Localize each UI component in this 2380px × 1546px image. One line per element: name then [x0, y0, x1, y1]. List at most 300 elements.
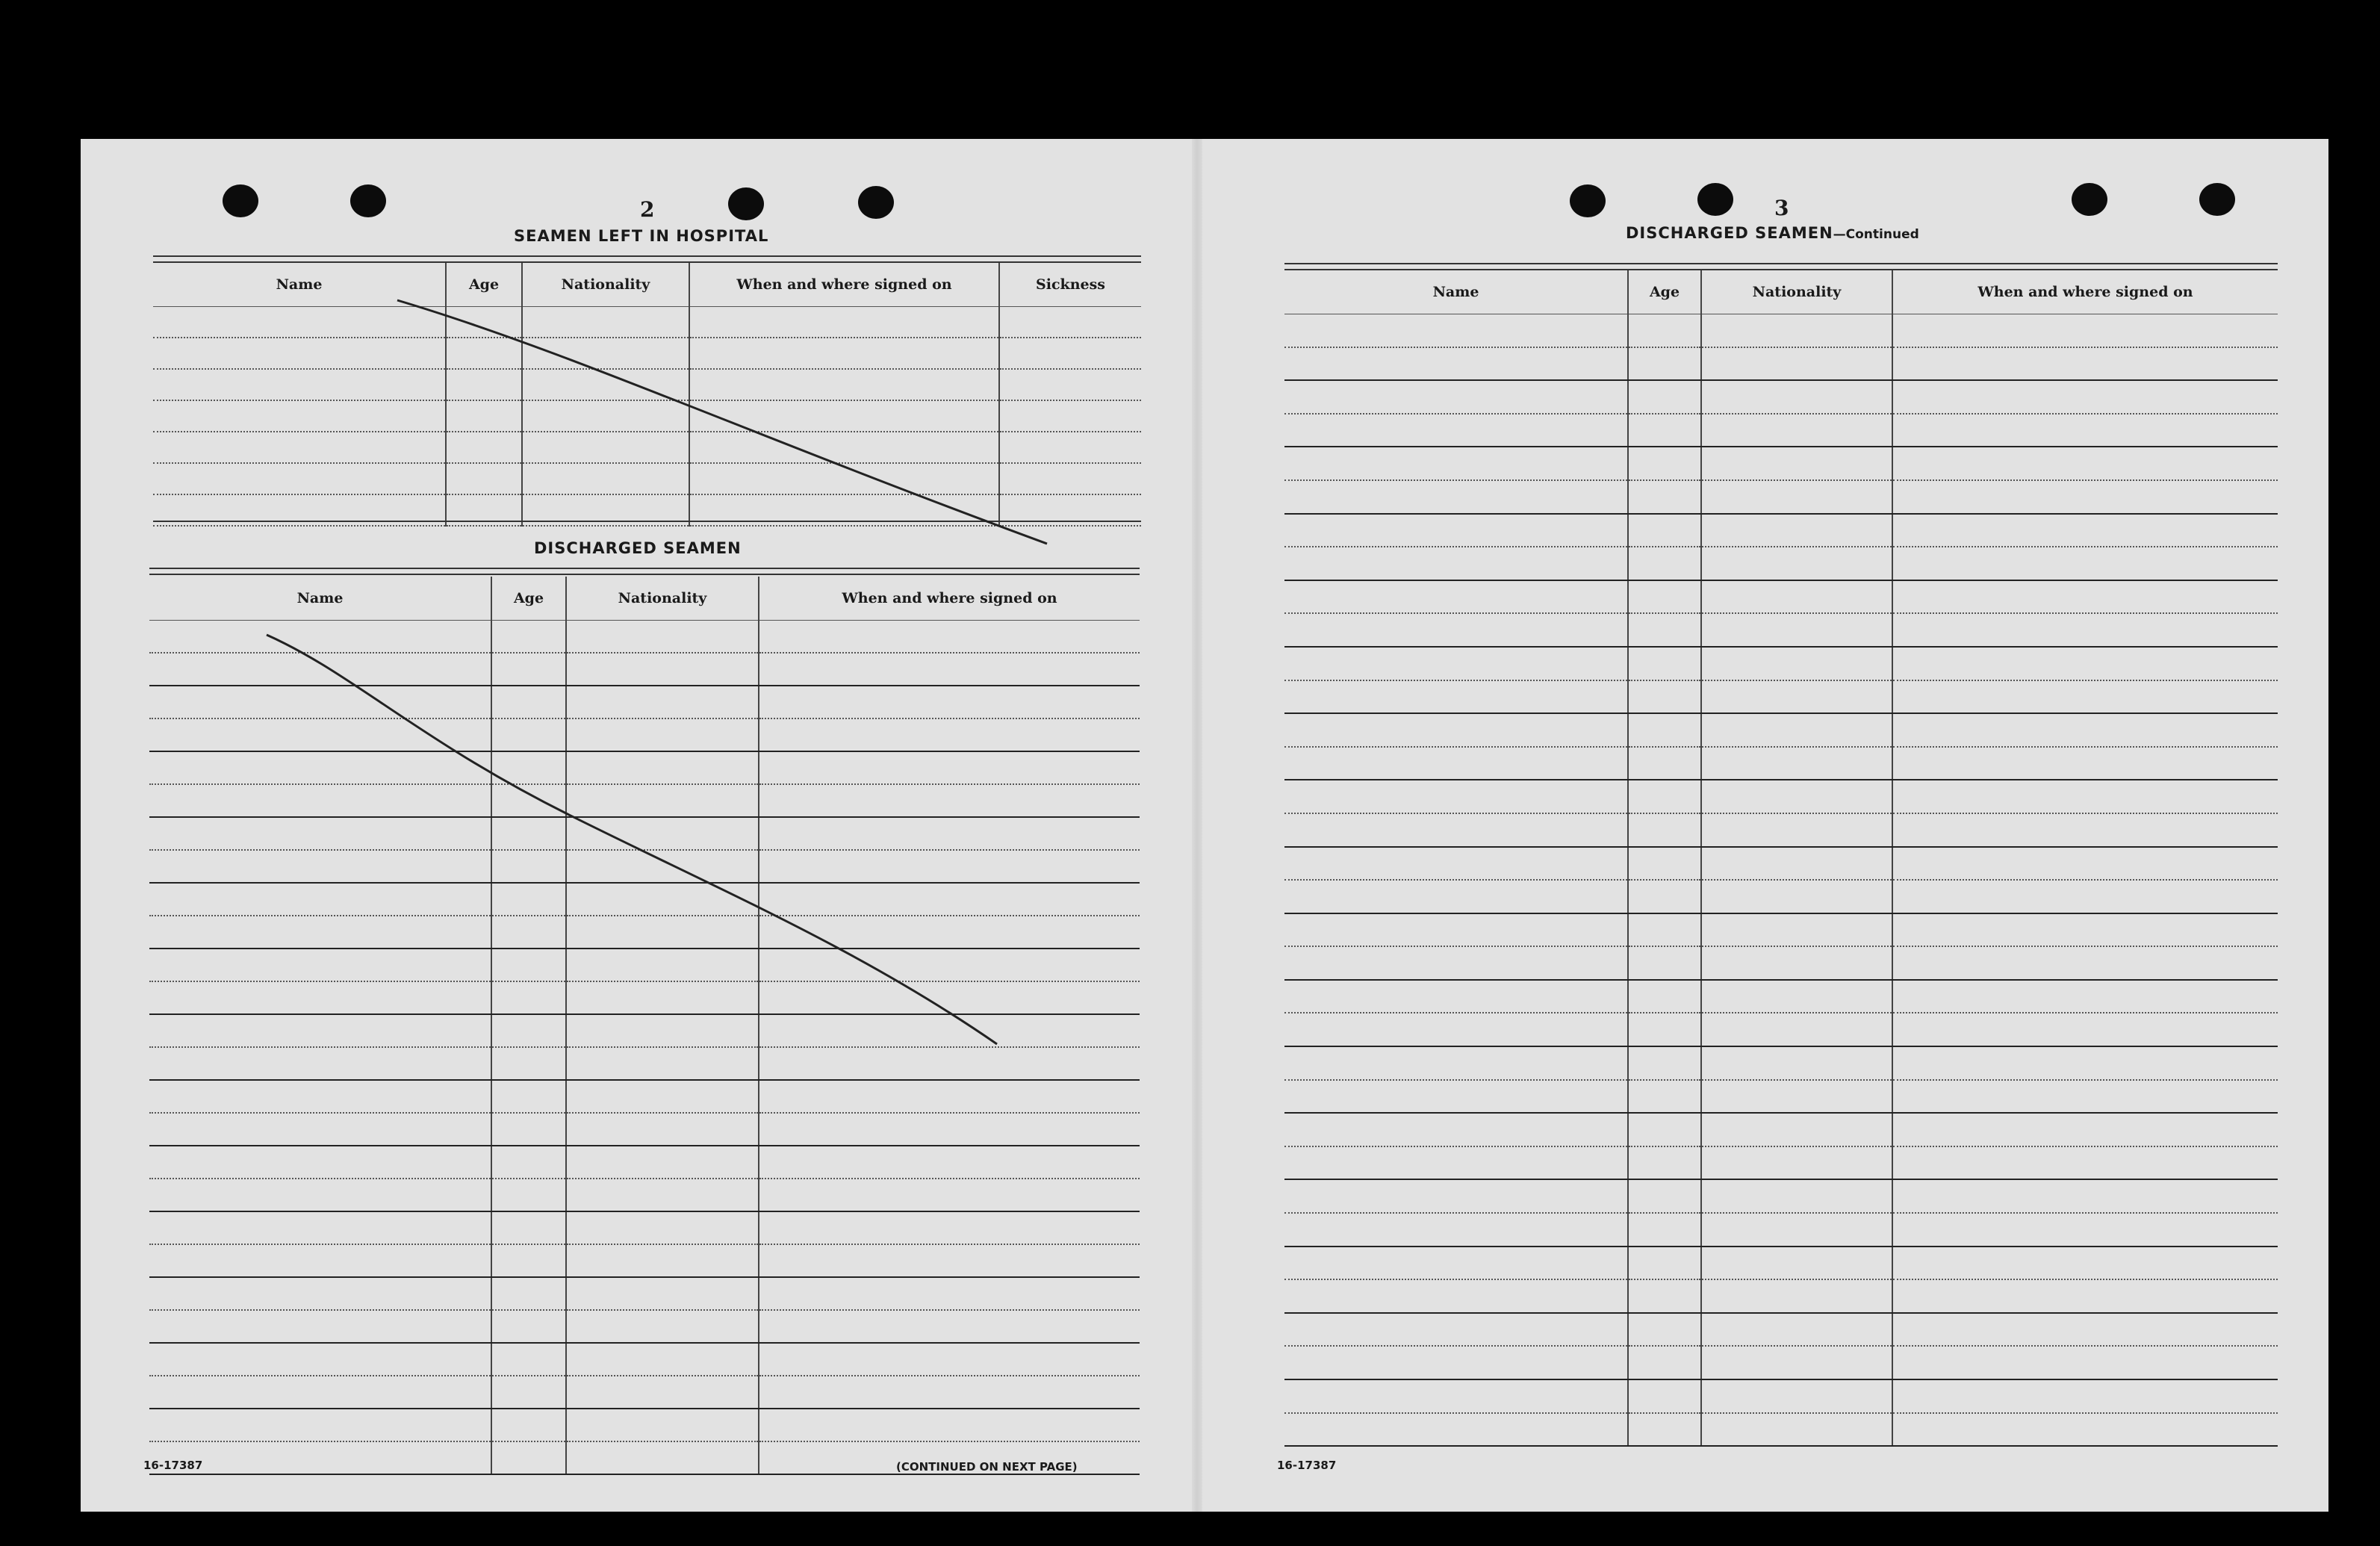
cell-age[interactable] [491, 653, 566, 686]
table-row [149, 981, 1140, 1014]
cell-nationality[interactable] [1701, 1313, 1892, 1347]
cell-nationality[interactable] [522, 432, 689, 463]
cell-age[interactable] [1628, 1213, 1701, 1247]
cell-nationality[interactable] [1701, 747, 1892, 780]
cell-age[interactable] [1628, 946, 1701, 980]
cell-name[interactable] [153, 307, 446, 338]
cell-when-and-where-signed-on[interactable] [1892, 880, 2278, 913]
cell-nationality[interactable] [566, 1409, 759, 1441]
cell-age[interactable] [446, 432, 522, 463]
cell-when-and-where-signed-on[interactable] [1892, 780, 2278, 813]
cell-name[interactable] [1284, 747, 1628, 780]
punch-hole [350, 184, 386, 217]
table-row [149, 1146, 1140, 1179]
cell-name[interactable] [1284, 647, 1628, 680]
cell-name[interactable] [1284, 847, 1628, 881]
cell-when-and-where-signed-on[interactable] [759, 1014, 1140, 1047]
cell-name[interactable] [149, 1179, 491, 1211]
cell-when-and-where-signed-on[interactable] [1892, 480, 2278, 514]
cell-name[interactable] [149, 621, 491, 654]
cell-name[interactable] [149, 751, 491, 784]
cell-age[interactable] [491, 1376, 566, 1409]
cell-age[interactable] [1628, 514, 1701, 547]
table-row [1284, 380, 2278, 414]
cell-nationality[interactable] [1701, 1213, 1892, 1247]
cell-nationality[interactable] [566, 1080, 759, 1113]
cell-sickness[interactable] [999, 338, 1141, 369]
cell-nationality[interactable] [1701, 1013, 1892, 1046]
cell-age[interactable] [1628, 813, 1701, 847]
table-row [1284, 1080, 2278, 1114]
cell-when-and-where-signed-on[interactable] [1892, 1279, 2278, 1313]
cell-name[interactable] [149, 850, 491, 883]
cell-nationality[interactable] [566, 949, 759, 981]
cell-age[interactable] [1628, 580, 1701, 614]
cell-when-and-where-signed-on[interactable] [1892, 447, 2278, 480]
cell-name[interactable] [1284, 1413, 1628, 1447]
cell-nationality[interactable] [566, 1277, 759, 1310]
cell-name[interactable] [1284, 913, 1628, 947]
cell-when-and-where-signed-on[interactable] [759, 784, 1140, 817]
cell-nationality[interactable] [1701, 447, 1892, 480]
cell-age[interactable] [491, 949, 566, 981]
cell-when-and-where-signed-on[interactable] [1892, 314, 2278, 347]
cell-sickness[interactable] [999, 307, 1141, 338]
cell-name[interactable] [1284, 680, 1628, 714]
cell-when-and-where-signed-on[interactable] [689, 463, 999, 494]
cell-nationality[interactable] [1701, 1279, 1892, 1313]
cell-nationality[interactable] [1701, 1379, 1892, 1413]
table-row [149, 621, 1140, 654]
cell-when-and-where-signed-on[interactable] [1892, 347, 2278, 381]
cell-age[interactable] [491, 1244, 566, 1277]
cell-when-and-where-signed-on[interactable] [1892, 1146, 2278, 1180]
table-row [149, 1113, 1140, 1146]
cell-nationality[interactable] [1701, 1146, 1892, 1180]
cell-name[interactable] [1284, 1346, 1628, 1379]
cell-name[interactable] [1284, 1279, 1628, 1313]
cell-name[interactable] [1284, 347, 1628, 381]
cell-nationality[interactable] [1701, 713, 1892, 747]
cell-age[interactable] [491, 751, 566, 784]
cell-age[interactable] [491, 718, 566, 751]
cell-when-and-where-signed-on[interactable] [759, 1244, 1140, 1277]
cell-nationality[interactable] [522, 307, 689, 338]
cell-when-and-where-signed-on[interactable] [1892, 1179, 2278, 1213]
cell-nationality[interactable] [566, 1244, 759, 1277]
cell-nationality[interactable] [1701, 480, 1892, 514]
cell-name[interactable] [1284, 1313, 1628, 1347]
cell-when-and-where-signed-on[interactable] [1892, 680, 2278, 714]
cell-age[interactable] [1628, 1247, 1701, 1280]
cell-age[interactable] [1628, 713, 1701, 747]
cell-age[interactable] [491, 850, 566, 883]
cell-name[interactable] [1284, 880, 1628, 913]
cell-when-and-where-signed-on[interactable] [1892, 580, 2278, 614]
table-row [149, 784, 1140, 817]
cell-nationality[interactable] [1701, 1413, 1892, 1447]
cell-when-and-where-signed-on[interactable] [1892, 1080, 2278, 1114]
cell-age[interactable] [491, 1014, 566, 1047]
cell-when-and-where-signed-on[interactable] [759, 949, 1140, 981]
cell-age[interactable] [1628, 1013, 1701, 1046]
cell-when-and-where-signed-on[interactable] [759, 1277, 1140, 1310]
cell-age[interactable] [446, 338, 522, 369]
cell-name[interactable] [149, 949, 491, 981]
cell-name[interactable] [149, 1080, 491, 1113]
cell-when-and-where-signed-on[interactable] [1892, 1379, 2278, 1413]
cell-nationality[interactable] [566, 850, 759, 883]
cell-nationality[interactable] [1701, 414, 1892, 447]
cell-when-and-where-signed-on[interactable] [759, 1409, 1140, 1441]
table-row [1284, 414, 2278, 447]
cell-when-and-where-signed-on[interactable] [1892, 1213, 2278, 1247]
column-header-age: Age [1628, 270, 1701, 314]
cell-name[interactable] [149, 1409, 491, 1441]
cell-name[interactable] [1284, 713, 1628, 747]
cell-name[interactable] [1284, 1179, 1628, 1213]
cell-nationality[interactable] [566, 1310, 759, 1343]
cell-age[interactable] [491, 1113, 566, 1146]
cell-age[interactable] [1628, 1080, 1701, 1114]
table-row [149, 1080, 1140, 1113]
punch-hole [858, 186, 894, 219]
cell-age[interactable] [491, 621, 566, 654]
cell-when-and-where-signed-on[interactable] [1892, 946, 2278, 980]
cell-nationality[interactable] [522, 338, 689, 369]
cell-age[interactable] [446, 400, 522, 432]
cell-name[interactable] [153, 338, 446, 369]
cell-name[interactable] [1284, 380, 1628, 414]
table-row [149, 850, 1140, 883]
cell-age[interactable] [1628, 980, 1701, 1013]
cell-name[interactable] [153, 463, 446, 494]
cell-age[interactable] [1628, 1413, 1701, 1447]
cell-when-and-where-signed-on[interactable] [759, 1113, 1140, 1146]
cell-nationality[interactable] [522, 463, 689, 494]
cell-when-and-where-signed-on[interactable] [1892, 380, 2278, 414]
cell-when-and-where-signed-on[interactable] [1892, 414, 2278, 447]
cell-when-and-where-signed-on[interactable] [759, 850, 1140, 883]
cell-when-and-where-signed-on[interactable] [759, 1080, 1140, 1113]
cell-nationality[interactable] [566, 883, 759, 916]
cell-name[interactable] [149, 653, 491, 686]
discharged-continued-suffix: —Continued [1833, 227, 1919, 242]
cell-when-and-where-signed-on[interactable] [1892, 1046, 2278, 1080]
cell-age[interactable] [491, 883, 566, 916]
cell-name[interactable] [1284, 314, 1628, 347]
hospital-section-title: SEAMEN LEFT IN HOSPITAL [514, 227, 769, 245]
cell-age[interactable] [491, 784, 566, 817]
cell-nationality[interactable] [1701, 347, 1892, 381]
cell-when-and-where-signed-on[interactable] [1892, 1313, 2278, 1347]
cell-nationality[interactable] [1701, 913, 1892, 947]
cell-when-and-where-signed-on[interactable] [759, 817, 1140, 850]
cell-age[interactable] [491, 686, 566, 718]
cell-sickness[interactable] [999, 400, 1141, 432]
cell-nationality[interactable] [1701, 680, 1892, 714]
cell-name[interactable] [1284, 1247, 1628, 1280]
cell-when-and-where-signed-on[interactable] [1892, 980, 2278, 1013]
table-row [149, 817, 1140, 850]
cell-nationality[interactable] [566, 1113, 759, 1146]
cell-age[interactable] [1628, 1379, 1701, 1413]
cell-age[interactable] [491, 916, 566, 949]
cell-when-and-where-signed-on[interactable] [759, 718, 1140, 751]
cell-nationality[interactable] [1701, 580, 1892, 614]
cell-when-and-where-signed-on[interactable] [1892, 713, 2278, 747]
cell-age[interactable] [491, 1409, 566, 1441]
cell-nationality[interactable] [1701, 980, 1892, 1013]
cell-nationality[interactable] [1701, 613, 1892, 647]
cell-name[interactable] [1284, 980, 1628, 1013]
cell-name[interactable] [1284, 1379, 1628, 1413]
cell-name[interactable] [149, 916, 491, 949]
cell-when-and-where-signed-on[interactable] [759, 1343, 1140, 1376]
cell-age[interactable] [491, 1277, 566, 1310]
cell-when-and-where-signed-on[interactable] [759, 1047, 1140, 1080]
cell-name[interactable] [1284, 1213, 1628, 1247]
cell-age[interactable] [491, 1343, 566, 1376]
cell-age[interactable] [1628, 1179, 1701, 1213]
cell-nationality[interactable] [1701, 1046, 1892, 1080]
cell-name[interactable] [1284, 813, 1628, 847]
cell-nationality[interactable] [1701, 813, 1892, 847]
table-row [1284, 1413, 2278, 1447]
cell-when-and-where-signed-on[interactable] [759, 1179, 1140, 1211]
cell-name[interactable] [153, 400, 446, 432]
cell-name[interactable] [149, 1277, 491, 1310]
cell-name[interactable] [1284, 414, 1628, 447]
cell-sickness[interactable] [999, 463, 1141, 494]
cell-name[interactable] [1284, 1013, 1628, 1046]
cell-age[interactable] [1628, 380, 1701, 414]
cell-nationality[interactable] [1701, 647, 1892, 680]
cell-age[interactable] [491, 981, 566, 1014]
cell-nationality[interactable] [566, 1343, 759, 1376]
cell-nationality[interactable] [1701, 1247, 1892, 1280]
cell-age[interactable] [1628, 880, 1701, 913]
cell-nationality[interactable] [1701, 547, 1892, 580]
cell-name[interactable] [1284, 547, 1628, 580]
cell-age[interactable] [1628, 1346, 1701, 1379]
cell-name[interactable] [149, 981, 491, 1014]
cell-age[interactable] [491, 1310, 566, 1343]
hospital-table-body [153, 307, 1141, 527]
cell-age[interactable] [1628, 480, 1701, 514]
cell-nationality[interactable] [566, 916, 759, 949]
cell-nationality[interactable] [1701, 380, 1892, 414]
cell-name[interactable] [1284, 480, 1628, 514]
cell-when-and-where-signed-on[interactable] [1892, 1413, 2278, 1447]
cell-when-and-where-signed-on[interactable] [759, 916, 1140, 949]
table-row [153, 432, 1141, 463]
hospital-table [153, 263, 1141, 527]
cell-name[interactable] [153, 369, 446, 400]
cell-age[interactable] [1628, 913, 1701, 947]
cell-when-and-where-signed-on[interactable] [1892, 847, 2278, 881]
cell-age[interactable] [1628, 314, 1701, 347]
cell-nationality[interactable] [1701, 1113, 1892, 1146]
table-row [1284, 647, 2278, 680]
cell-name[interactable] [1284, 447, 1628, 480]
cell-when-and-where-signed-on[interactable] [759, 883, 1140, 916]
cell-age[interactable] [1628, 1313, 1701, 1347]
cell-nationality[interactable] [1701, 847, 1892, 881]
cell-nationality[interactable] [566, 621, 759, 654]
cell-nationality[interactable] [566, 981, 759, 1014]
cell-age[interactable] [1628, 680, 1701, 714]
cell-name[interactable] [1284, 613, 1628, 647]
cell-nationality[interactable] [1701, 1179, 1892, 1213]
cell-when-and-where-signed-on[interactable] [1892, 613, 2278, 647]
cell-when-and-where-signed-on[interactable] [1892, 913, 2278, 947]
cell-nationality[interactable] [566, 1146, 759, 1179]
cell-nationality[interactable] [566, 1441, 759, 1474]
cell-age[interactable] [1628, 780, 1701, 813]
cell-age[interactable] [446, 307, 522, 338]
cell-when-and-where-signed-on[interactable] [1892, 547, 2278, 580]
cell-name[interactable] [149, 1113, 491, 1146]
cell-age[interactable] [1628, 1146, 1701, 1180]
cell-name[interactable] [149, 784, 491, 817]
table-row [1284, 480, 2278, 514]
cell-nationality[interactable] [566, 1211, 759, 1244]
cell-when-and-where-signed-on[interactable] [759, 751, 1140, 784]
cell-when-and-where-signed-on[interactable] [689, 400, 999, 432]
cell-age[interactable] [1628, 547, 1701, 580]
table-row [149, 1277, 1140, 1310]
cell-when-and-where-signed-on[interactable] [1892, 647, 2278, 680]
cell-when-and-where-signed-on[interactable] [1892, 813, 2278, 847]
cell-when-and-where-signed-on[interactable] [1892, 1247, 2278, 1280]
cell-when-and-where-signed-on[interactable] [1892, 1013, 2278, 1046]
cell-nationality[interactable] [1701, 946, 1892, 980]
cell-nationality[interactable] [1701, 780, 1892, 813]
cell-nationality[interactable] [566, 751, 759, 784]
cell-name[interactable] [149, 686, 491, 718]
cell-when-and-where-signed-on[interactable] [689, 369, 999, 400]
cell-nationality[interactable] [1701, 1346, 1892, 1379]
cell-name[interactable] [1284, 946, 1628, 980]
table-row [149, 1047, 1140, 1080]
cell-name[interactable] [149, 1146, 491, 1179]
cell-age[interactable] [491, 1080, 566, 1113]
cell-when-and-where-signed-on[interactable] [1892, 747, 2278, 780]
cell-when-and-where-signed-on[interactable] [1892, 514, 2278, 547]
cell-name[interactable] [1284, 1113, 1628, 1146]
cell-age[interactable] [491, 1179, 566, 1211]
cell-when-and-where-signed-on[interactable] [759, 981, 1140, 1014]
page-fold [1192, 139, 1202, 1512]
cell-nationality[interactable] [1701, 1080, 1892, 1114]
cell-name[interactable] [149, 1376, 491, 1409]
cell-name[interactable] [1284, 1080, 1628, 1114]
left-form-number: 16-17387 [143, 1459, 203, 1472]
discharged-right-body [1284, 314, 2278, 1447]
cell-when-and-where-signed-on[interactable] [759, 686, 1140, 718]
cell-name[interactable] [1284, 514, 1628, 547]
cell-age[interactable] [1628, 414, 1701, 447]
cell-age[interactable] [1628, 1046, 1701, 1080]
cell-nationality[interactable] [566, 718, 759, 751]
cell-age[interactable] [446, 463, 522, 494]
discharged-table-right [1284, 270, 2278, 1447]
table-row [149, 1014, 1140, 1047]
cell-age[interactable] [1628, 747, 1701, 780]
cell-name[interactable] [1284, 580, 1628, 614]
cell-name[interactable] [149, 817, 491, 850]
cell-name[interactable] [1284, 1046, 1628, 1080]
cell-name[interactable] [149, 1310, 491, 1343]
cell-age[interactable] [1628, 1113, 1701, 1146]
cell-when-and-where-signed-on[interactable] [759, 1146, 1140, 1179]
cell-nationality[interactable] [566, 686, 759, 718]
cell-name[interactable] [149, 1211, 491, 1244]
cell-age[interactable] [446, 369, 522, 400]
cell-nationality[interactable] [522, 369, 689, 400]
cell-nationality[interactable] [1701, 314, 1892, 347]
cell-age[interactable] [1628, 347, 1701, 381]
cell-when-and-where-signed-on[interactable] [1892, 1113, 2278, 1146]
cell-when-and-where-signed-on[interactable] [689, 338, 999, 369]
cell-sickness[interactable] [999, 432, 1141, 463]
cell-when-and-where-signed-on[interactable] [759, 1310, 1140, 1343]
cell-nationality[interactable] [1701, 514, 1892, 547]
table-row [1284, 913, 2278, 947]
cell-when-and-where-signed-on[interactable] [689, 432, 999, 463]
cell-age[interactable] [1628, 1279, 1701, 1313]
cell-age[interactable] [491, 817, 566, 850]
cell-when-and-where-signed-on[interactable] [759, 653, 1140, 686]
cell-name[interactable] [149, 1047, 491, 1080]
cell-when-and-where-signed-on[interactable] [1892, 1346, 2278, 1379]
cell-age[interactable] [491, 1146, 566, 1179]
cell-nationality[interactable] [566, 1047, 759, 1080]
cell-name[interactable] [149, 1014, 491, 1047]
cell-age[interactable] [491, 1211, 566, 1244]
cell-age[interactable] [1628, 613, 1701, 647]
cell-name[interactable] [149, 1343, 491, 1376]
cell-nationality[interactable] [566, 784, 759, 817]
cell-name[interactable] [1284, 1146, 1628, 1180]
cell-when-and-where-signed-on[interactable] [759, 621, 1140, 654]
table-row [1284, 547, 2278, 580]
cell-name[interactable] [149, 1244, 491, 1277]
cell-age[interactable] [491, 1047, 566, 1080]
cell-name[interactable] [149, 883, 491, 916]
cell-sickness[interactable] [999, 369, 1141, 400]
cell-nationality[interactable] [566, 1376, 759, 1409]
cell-nationality[interactable] [1701, 880, 1892, 913]
cell-nationality[interactable] [566, 1179, 759, 1211]
cell-nationality[interactable] [566, 817, 759, 850]
column-header-when-and-where-signed-on: When and where signed on [759, 577, 1140, 621]
cell-when-and-where-signed-on[interactable] [759, 1211, 1140, 1244]
cell-name[interactable] [1284, 780, 1628, 813]
cell-age[interactable] [1628, 847, 1701, 881]
cell-nationality[interactable] [566, 1014, 759, 1047]
cell-name[interactable] [149, 718, 491, 751]
cell-name[interactable] [153, 432, 446, 463]
cell-age[interactable] [491, 1441, 566, 1474]
cell-when-and-where-signed-on[interactable] [759, 1376, 1140, 1409]
cell-nationality[interactable] [566, 653, 759, 686]
cell-age[interactable] [1628, 647, 1701, 680]
cell-age[interactable] [1628, 447, 1701, 480]
cell-nationality[interactable] [522, 400, 689, 432]
cell-when-and-where-signed-on[interactable] [689, 307, 999, 338]
